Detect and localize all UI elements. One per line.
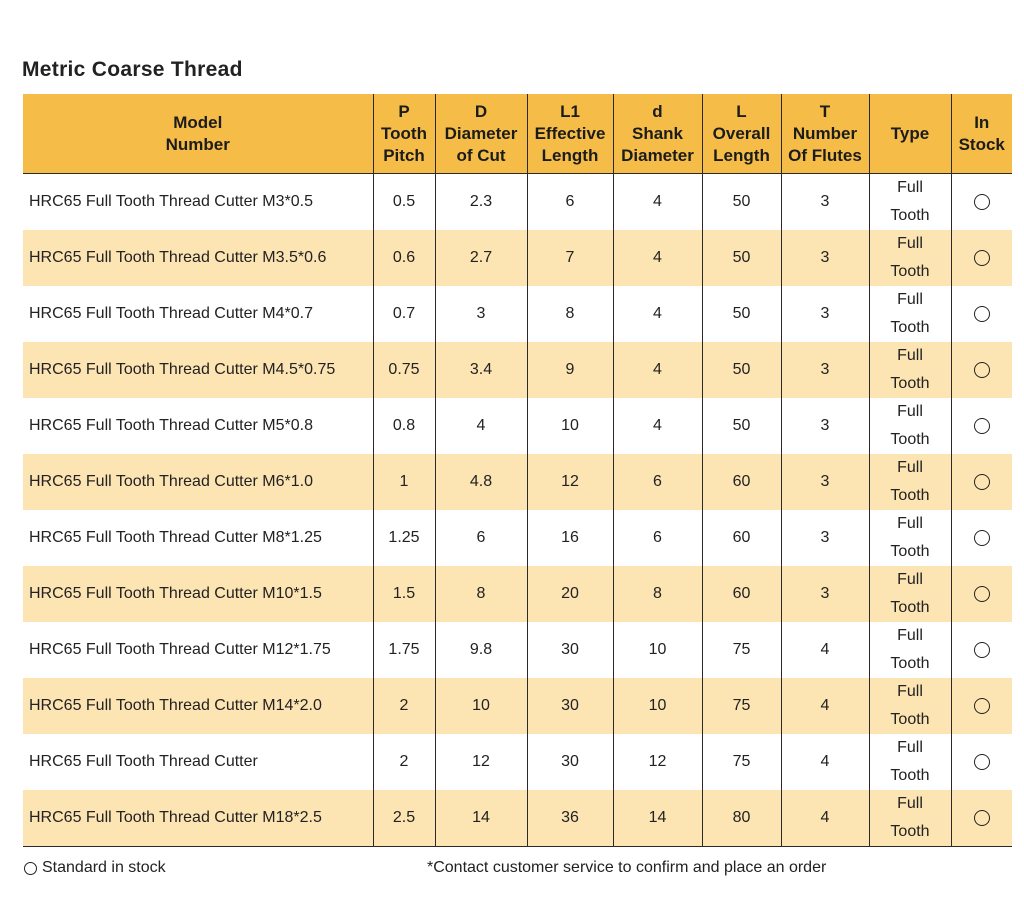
shank-diameter-cell: 12	[613, 734, 702, 790]
table-row	[23, 790, 1012, 847]
column-header-line: L	[736, 101, 747, 121]
number-of-flutes-cell: 3	[781, 454, 869, 510]
column-header-line: Number	[792, 123, 858, 143]
type-line: Tooth	[890, 599, 930, 616]
column-header-line: Length	[541, 145, 599, 165]
model-cell: HRC65 Full Tooth Thread Cutter M3*0.5	[23, 174, 373, 231]
column-header-line: d	[652, 101, 663, 121]
overall-length-cell: 50	[702, 174, 781, 231]
overall-length-cell: 60	[702, 454, 781, 510]
shank-diameter-cell: 10	[613, 622, 702, 678]
circle-icon	[974, 250, 990, 266]
overall-length-cell: 75	[702, 734, 781, 790]
type-line: Full	[897, 179, 923, 196]
column-header-line: Type	[890, 123, 930, 143]
type-cell	[869, 566, 951, 622]
tooth-pitch-cell: 1.5	[373, 566, 435, 622]
column-header-effective-length	[527, 94, 613, 174]
number-of-flutes-cell: 3	[781, 342, 869, 398]
type-cell	[869, 286, 951, 342]
column-header-line: L1	[560, 101, 580, 121]
type-cell	[869, 454, 951, 510]
column-header-line: P	[398, 101, 410, 121]
in-stock-cell	[951, 286, 1012, 342]
circle-icon	[974, 754, 990, 770]
column-header-model-number	[23, 94, 373, 174]
diameter-of-cut-cell: 2.3	[435, 174, 527, 231]
diameter-of-cut-cell: 3.4	[435, 342, 527, 398]
table-row	[23, 566, 1012, 622]
shank-diameter-cell: 6	[613, 510, 702, 566]
column-header-diameter-of-cut	[435, 94, 527, 174]
overall-length-cell: 50	[702, 286, 781, 342]
overall-length-cell: 75	[702, 622, 781, 678]
type-line: Tooth	[890, 319, 930, 336]
column-header-line: of Cut	[456, 145, 506, 165]
page-title: Metric Coarse Thread	[22, 58, 243, 81]
shank-diameter-cell: 4	[613, 230, 702, 286]
type-line: Tooth	[890, 207, 930, 224]
tooth-pitch-cell: 2	[373, 678, 435, 734]
table-row	[23, 398, 1012, 454]
number-of-flutes-cell: 3	[781, 510, 869, 566]
table-row	[23, 286, 1012, 342]
effective-length-cell: 8	[527, 286, 613, 342]
model-cell: HRC65 Full Tooth Thread Cutter M8*1.25	[23, 510, 373, 566]
type-cell	[869, 622, 951, 678]
overall-length-cell: 80	[702, 790, 781, 847]
shank-diameter-cell: 6	[613, 454, 702, 510]
legend-text: Standard in stock	[42, 859, 166, 876]
column-header-line: Model	[173, 112, 223, 132]
diameter-of-cut-cell: 6	[435, 510, 527, 566]
model-cell: HRC65 Full Tooth Thread Cutter M4*0.7	[23, 286, 373, 342]
tooth-pitch-cell: 0.75	[373, 342, 435, 398]
type-line: Tooth	[890, 655, 930, 672]
overall-length-cell: 60	[702, 510, 781, 566]
type-line: Full	[897, 795, 923, 812]
type-cell	[869, 398, 951, 454]
column-header-line: Shank	[631, 123, 684, 143]
effective-length-cell: 6	[527, 174, 613, 231]
diameter-of-cut-cell: 2.7	[435, 230, 527, 286]
in-stock-cell	[951, 398, 1012, 454]
column-header-line: Overall	[712, 123, 771, 143]
in-stock-cell	[951, 454, 1012, 510]
diameter-of-cut-cell: 8	[435, 566, 527, 622]
type-line: Tooth	[890, 823, 930, 840]
shank-diameter-cell: 4	[613, 342, 702, 398]
table-row	[23, 622, 1012, 678]
model-cell: HRC65 Full Tooth Thread Cutter M10*1.5	[23, 566, 373, 622]
diameter-of-cut-cell: 3	[435, 286, 527, 342]
shank-diameter-cell: 14	[613, 790, 702, 847]
in-stock-cell	[951, 342, 1012, 398]
column-header-line: Pitch	[383, 145, 425, 165]
diameter-of-cut-cell: 4.8	[435, 454, 527, 510]
diameter-of-cut-cell: 4	[435, 398, 527, 454]
table-row	[23, 454, 1012, 510]
type-line: Full	[897, 571, 923, 588]
tooth-pitch-cell: 0.5	[373, 174, 435, 231]
model-cell: HRC65 Full Tooth Thread Cutter	[23, 734, 373, 790]
diameter-of-cut-cell: 10	[435, 678, 527, 734]
overall-length-cell: 75	[702, 678, 781, 734]
effective-length-cell: 20	[527, 566, 613, 622]
circle-icon	[24, 862, 37, 875]
model-cell: HRC65 Full Tooth Thread Cutter M3.5*0.6	[23, 230, 373, 286]
column-header-line: D	[474, 101, 488, 121]
circle-icon	[974, 362, 990, 378]
number-of-flutes-cell: 3	[781, 174, 869, 231]
type-line: Full	[897, 459, 923, 476]
overall-length-cell: 50	[702, 342, 781, 398]
overall-length-cell: 50	[702, 398, 781, 454]
tooth-pitch-cell: 2.5	[373, 790, 435, 847]
effective-length-cell: 16	[527, 510, 613, 566]
type-line: Tooth	[890, 543, 930, 560]
type-line: Full	[897, 683, 923, 700]
table-header-row	[23, 94, 1012, 174]
column-header-line: In	[974, 112, 990, 132]
column-header-line: Of Flutes	[788, 145, 862, 165]
circle-icon	[974, 474, 990, 490]
column-header-type	[869, 94, 951, 174]
table-row	[23, 510, 1012, 566]
model-cell: HRC65 Full Tooth Thread Cutter M6*1.0	[23, 454, 373, 510]
shank-diameter-cell: 4	[613, 286, 702, 342]
in-stock-cell	[951, 734, 1012, 790]
in-stock-cell	[951, 678, 1012, 734]
type-line: Tooth	[890, 375, 930, 392]
type-line: Tooth	[890, 767, 930, 784]
table-row	[23, 342, 1012, 398]
spec-table	[23, 94, 1012, 847]
circle-icon	[974, 530, 990, 546]
diameter-of-cut-cell: 12	[435, 734, 527, 790]
circle-icon	[974, 586, 990, 602]
type-cell	[869, 230, 951, 286]
type-line: Full	[897, 403, 923, 420]
diameter-of-cut-cell: 9.8	[435, 622, 527, 678]
table-row	[23, 678, 1012, 734]
overall-length-cell: 60	[702, 566, 781, 622]
column-header-line: Effective	[534, 123, 606, 143]
type-line: Full	[897, 515, 923, 532]
shank-diameter-cell: 4	[613, 398, 702, 454]
type-line: Tooth	[890, 711, 930, 728]
model-cell: HRC65 Full Tooth Thread Cutter M5*0.8	[23, 398, 373, 454]
model-cell: HRC65 Full Tooth Thread Cutter M4.5*0.75	[23, 342, 373, 398]
type-line: Tooth	[890, 431, 930, 448]
type-line: Tooth	[890, 487, 930, 504]
type-cell	[869, 734, 951, 790]
type-line: Full	[897, 739, 923, 756]
shank-diameter-cell: 10	[613, 678, 702, 734]
model-cell: HRC65 Full Tooth Thread Cutter M18*2.5	[23, 790, 373, 847]
number-of-flutes-cell: 3	[781, 230, 869, 286]
table-row	[23, 230, 1012, 286]
model-cell: HRC65 Full Tooth Thread Cutter M12*1.75	[23, 622, 373, 678]
type-line: Full	[897, 627, 923, 644]
circle-icon	[974, 194, 990, 210]
circle-icon	[974, 306, 990, 322]
type-cell	[869, 342, 951, 398]
type-cell	[869, 790, 951, 847]
table-row	[23, 174, 1012, 231]
column-header-tooth-pitch	[373, 94, 435, 174]
number-of-flutes-cell: 4	[781, 790, 869, 847]
table-body	[23, 174, 1012, 847]
type-line: Full	[897, 235, 923, 252]
model-cell: HRC65 Full Tooth Thread Cutter M14*2.0	[23, 678, 373, 734]
tooth-pitch-cell: 0.6	[373, 230, 435, 286]
type-cell	[869, 174, 951, 231]
effective-length-cell: 7	[527, 230, 613, 286]
effective-length-cell: 30	[527, 678, 613, 734]
effective-length-cell: 9	[527, 342, 613, 398]
tooth-pitch-cell: 1	[373, 454, 435, 510]
column-header-number-of-flutes	[781, 94, 869, 174]
number-of-flutes-cell: 3	[781, 286, 869, 342]
in-stock-cell	[951, 230, 1012, 286]
in-stock-cell	[951, 790, 1012, 847]
in-stock-cell	[951, 622, 1012, 678]
table-row	[23, 734, 1012, 790]
column-header-line: Diameter	[444, 123, 518, 143]
type-cell	[869, 510, 951, 566]
tooth-pitch-cell: 0.7	[373, 286, 435, 342]
effective-length-cell: 12	[527, 454, 613, 510]
in-stock-cell	[951, 566, 1012, 622]
number-of-flutes-cell: 3	[781, 398, 869, 454]
number-of-flutes-cell: 4	[781, 678, 869, 734]
tooth-pitch-cell: 1.25	[373, 510, 435, 566]
circle-icon	[974, 810, 990, 826]
tooth-pitch-cell: 0.8	[373, 398, 435, 454]
effective-length-cell: 30	[527, 734, 613, 790]
column-header-line: Tooth	[381, 123, 427, 143]
effective-length-cell: 30	[527, 622, 613, 678]
stock-legend	[24, 859, 166, 877]
tooth-pitch-cell: 2	[373, 734, 435, 790]
effective-length-cell: 10	[527, 398, 613, 454]
effective-length-cell: 36	[527, 790, 613, 847]
number-of-flutes-cell: 4	[781, 734, 869, 790]
circle-icon	[974, 418, 990, 434]
diameter-of-cut-cell: 14	[435, 790, 527, 847]
column-header-line: Length	[713, 145, 770, 165]
number-of-flutes-cell: 3	[781, 566, 869, 622]
shank-diameter-cell: 8	[613, 566, 702, 622]
circle-icon	[974, 698, 990, 714]
type-line: Full	[897, 291, 923, 308]
column-header-line: Diameter	[621, 145, 694, 165]
order-note: *Contact customer service to confirm and place an order	[427, 859, 827, 876]
overall-length-cell: 50	[702, 230, 781, 286]
type-line: Full	[897, 347, 923, 364]
column-header-overall-length	[702, 94, 781, 174]
column-header-line: Stock	[958, 134, 1005, 154]
type-line: Tooth	[890, 263, 930, 280]
circle-icon	[974, 642, 990, 658]
column-header-line: T	[819, 101, 831, 121]
in-stock-cell	[951, 510, 1012, 566]
column-header-in-stock	[951, 94, 1012, 174]
tooth-pitch-cell: 1.75	[373, 622, 435, 678]
column-header-line: Number	[165, 134, 230, 154]
shank-diameter-cell: 4	[613, 174, 702, 231]
column-header-shank-diameter	[613, 94, 702, 174]
in-stock-cell	[951, 174, 1012, 231]
number-of-flutes-cell: 4	[781, 622, 869, 678]
type-cell	[869, 678, 951, 734]
